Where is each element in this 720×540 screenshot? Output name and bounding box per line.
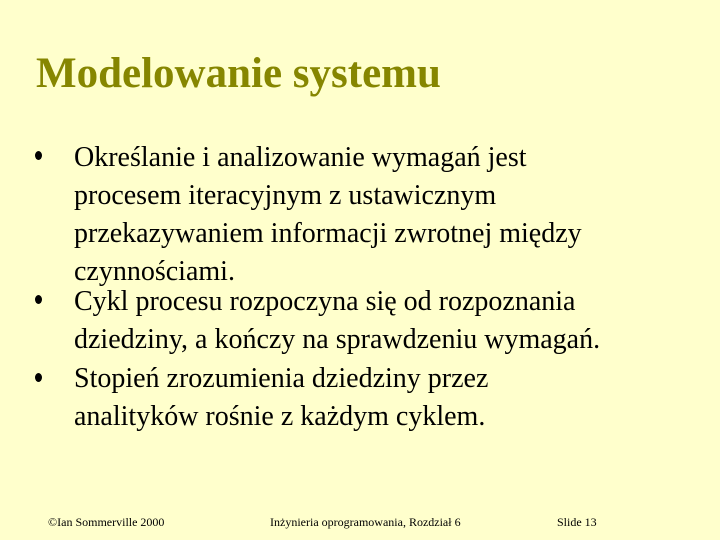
bullet-line: przekazywaniem informacji zwrotnej między [74,218,582,249]
footer-slide-number: Slide 13 [557,515,597,529]
bullet-line: procesem iteracyjnym z ustawicznym [74,180,497,211]
bullet-dot-icon [35,373,42,382]
bullet-line: czynnościami. [74,256,235,287]
footer-course-title: Inżynieria oprogramowania, Rozdział 6 [270,515,461,529]
bullet-dot-icon [35,151,42,160]
bullet-line: Stopień zrozumienia dziedziny przez [74,363,489,394]
footer-copyright: ©Ian Sommerville 2000 [48,515,165,529]
bullet-line: Określanie i analizowanie wymagań jest [74,142,527,173]
bullet-line: dziedziny, a kończy na sprawdzeniu wymagań. [74,324,601,355]
slide-title: Modelowanie systemu [36,50,441,97]
bullet-text [74,283,704,359]
bullet-text [74,360,704,436]
bullet-dot-icon [35,295,42,304]
bullet-text [74,139,704,291]
bullet-line: analityków rośnie z każdym cyklem. [74,401,486,432]
bullet-line: Cykl procesu rozpoczyna się od rozpoznania [74,286,576,317]
